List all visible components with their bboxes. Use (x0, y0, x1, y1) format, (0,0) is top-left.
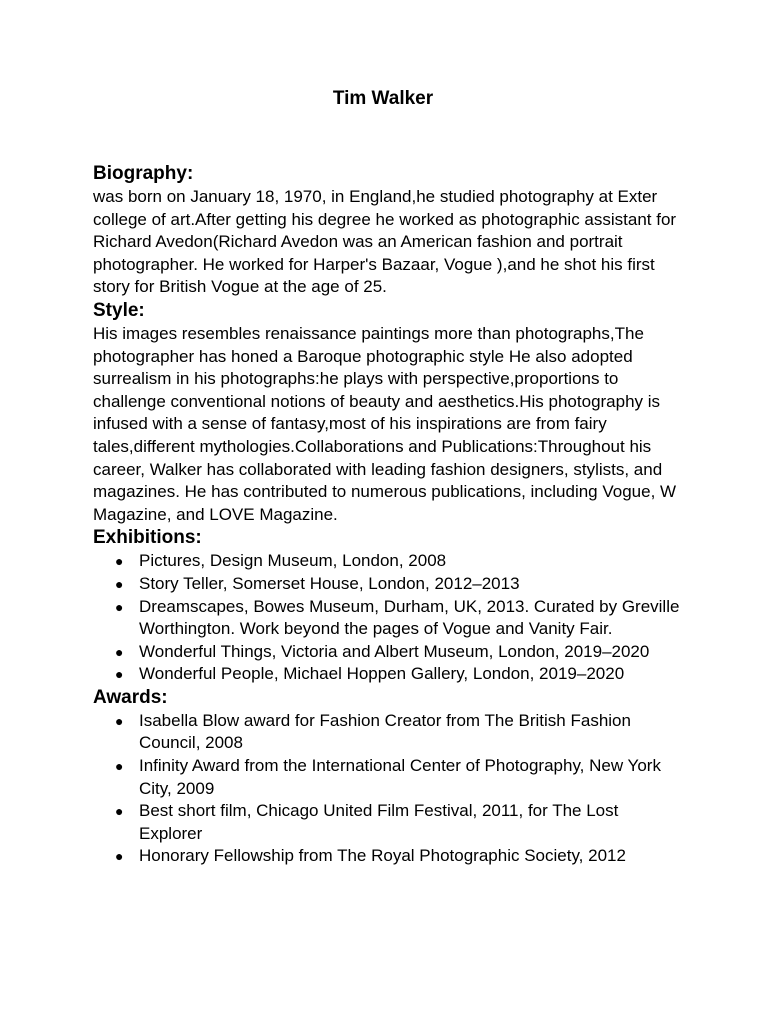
bullet-icon: ● (115, 666, 124, 683)
award-text: Infinity Award from the International Center of Photography, New York City, 2009 (139, 756, 661, 798)
awards-heading: Awards: (93, 686, 168, 708)
exhibitions-list (93, 550, 683, 686)
biography-text: was born on January 18, 1970, in England,he studied photography at Exter college of art.After getting his degree he worked as photographic assistant for Richard Avedon(Richard Avedon was an American fashion and portrait photographer. He worked for Harper's Bazaar, Vogue ),and he shot his first story for British Vogue at the age of 25. (93, 187, 677, 297)
exhibition-text: Pictures, Design Museum, London, 2008 (139, 551, 447, 571)
bullet-icon: ● (115, 848, 124, 865)
exhibitions-section (93, 526, 683, 686)
bullet-icon: ● (115, 575, 124, 592)
list-item (93, 755, 683, 800)
document-page (93, 86, 683, 868)
bullet-icon: ● (115, 598, 124, 615)
award-text: Best short film, Chicago United Film Festival, 2011, for The Lost Explorer (139, 801, 619, 843)
exhibitions-heading: Exhibitions: (93, 527, 202, 549)
bullet-icon: ● (115, 553, 124, 570)
exhibition-text: Story Teller, Somerset House, London, 2012–2013 (139, 573, 520, 593)
list-item (93, 641, 683, 664)
biography-heading: Biography: (93, 163, 194, 184)
award-text: Isabella Blow award for Fashion Creator from The British Fashion Council, 2008 (139, 710, 631, 753)
page-title: Tim Walker (332, 88, 434, 109)
bullet-icon: ● (115, 803, 124, 820)
style-heading: Style: (93, 299, 145, 321)
exhibition-text: Dreamscapes, Bowes Museum, Durham, UK, 2013. Curated by Greville Worthington. Work beyond the pages of Vogue and Vanity Fair. (139, 596, 680, 639)
list-item (93, 550, 683, 573)
style-text: His images resembles renaissance paintings more than photographs,The photographer has honed a Baroque photographic style He also adopted surrealism in his photographs:he plays with perspective,proportions to challenge conventional notions of beauty and aesthetics.His photography is infused with a sense of fantasy,most of his inspirations are from fairy tales,different mythologies.Collaborations and Publications:Throughout his career, Walker has collaborated with leading fashion designers, stylists, and magazines. He has contributed to numerous publications, including Vogue, W Magazine, and LOVE Magazine. (93, 323, 677, 524)
list-item (93, 573, 683, 596)
list-item (93, 845, 683, 868)
biography-section (93, 162, 683, 299)
list-item (93, 663, 683, 686)
exhibition-text: Wonderful People, Michael Hoppen Gallery, London, 2019–2020 (139, 664, 625, 684)
exhibition-text: Wonderful Things, Victoria and Albert Museum, London, 2019–2020 (139, 641, 650, 661)
style-section (93, 299, 683, 526)
list-item (93, 596, 683, 641)
bullet-icon: ● (115, 758, 124, 775)
awards-list (93, 710, 683, 868)
bullet-icon: ● (115, 643, 124, 660)
awards-section (93, 686, 683, 868)
bullet-icon: ● (115, 712, 124, 729)
list-item (93, 800, 683, 845)
award-text: Honorary Fellowship from The Royal Photographic Society, 2012 (139, 846, 626, 866)
list-item (93, 710, 683, 755)
